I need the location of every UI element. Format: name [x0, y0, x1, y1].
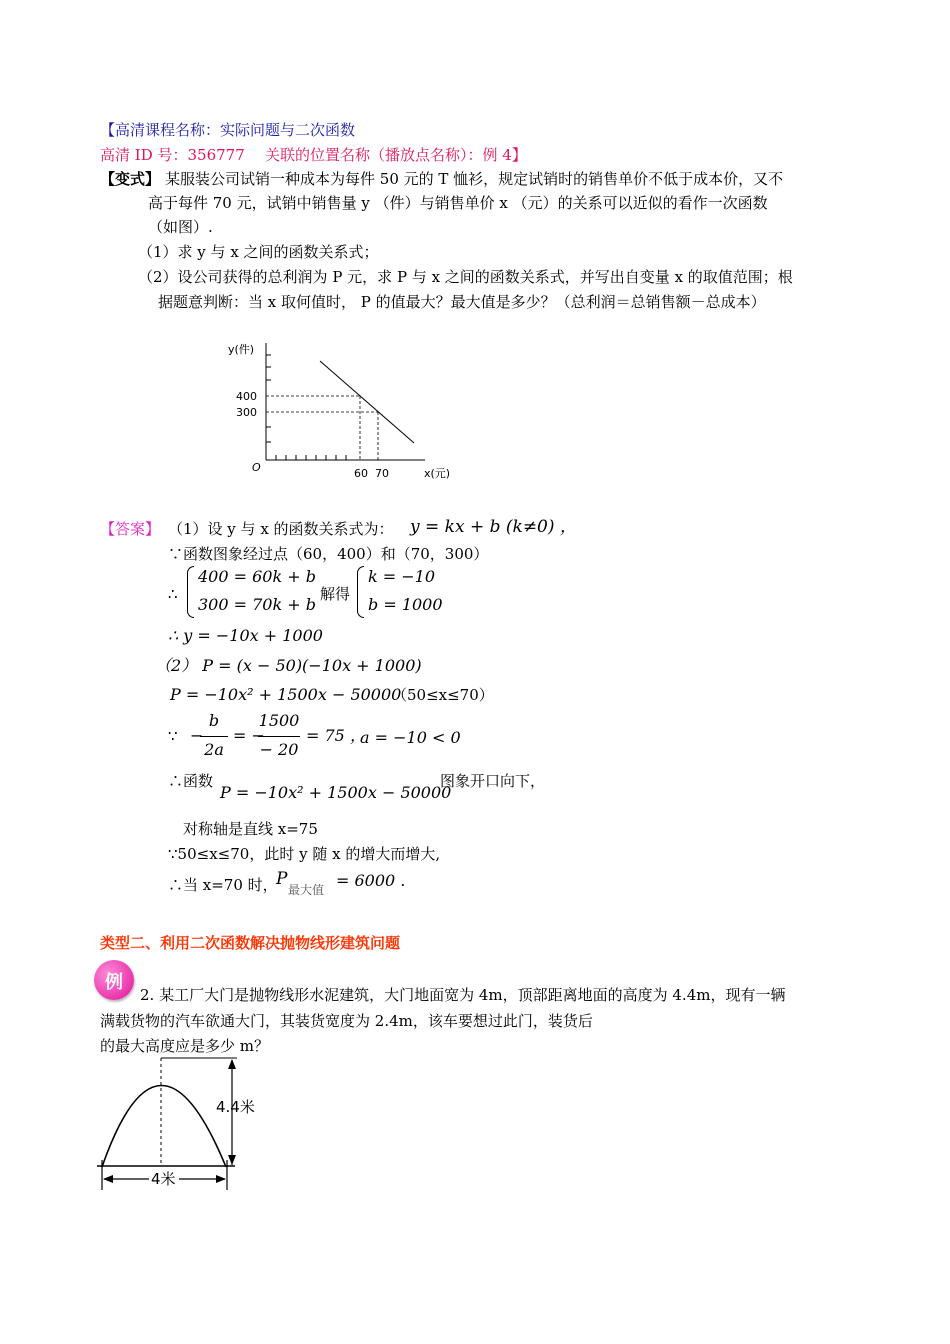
equals-minus: = −: [233, 726, 265, 745]
answer-tag: 【答案】: [100, 520, 161, 538]
series-line: [320, 361, 414, 443]
width-arrow-right: [216, 1175, 226, 1183]
problem-line-1: 2. 某工厂大门是抛物线形水泥建筑，大门地面宽为 4m，顶部距离地面的高度为 4.4m，现有一辆: [140, 986, 786, 1004]
fraction-2-denominator: − 20: [259, 740, 299, 759]
linear-form: y = kx + b (k≠0) ，: [410, 517, 577, 537]
variant-line-1: 某服装公司试销一种成本为每件 50 元的 T 恤衫，规定试销时的销售单价不低于成本价，又不: [165, 170, 784, 188]
fraction-2-bar: [258, 736, 300, 737]
position-name: 关联的位置名称（播放点名称）：例 4】: [265, 146, 527, 164]
answer-line-8-suffix: 图象开口向下，: [440, 772, 546, 790]
x-axis-label: x(元): [424, 467, 451, 480]
profit-product: （2） P = (x − 50)(−10x + 1000): [155, 656, 422, 675]
answer-line-11-prefix: ∴当 x=70 时，: [168, 876, 278, 894]
width-arrow-left: [103, 1175, 113, 1183]
width-label: 4米: [151, 1170, 176, 1188]
answer-line-2: ∵函数图象经过点（60，400）和（70，300）: [168, 545, 489, 563]
system-2-eq-b: b = 1000: [368, 595, 443, 614]
origin-label: O: [252, 461, 261, 474]
because-sign-1: ∵: [168, 727, 178, 745]
height-arrow-bottom: [228, 1155, 236, 1165]
problem-line-3: 的最大高度应是多少 m？: [100, 1037, 269, 1055]
system-brace-1: [187, 566, 194, 618]
a-value: a = −10 < 0: [360, 728, 461, 747]
therefore-sign-1: ∴: [168, 585, 178, 603]
course-id: 高清 ID 号：356777: [100, 146, 245, 164]
symmetry-axis: 对称轴是直线 x=75: [183, 820, 318, 838]
monotonic-note: ∵50≤x≤70，此时 y 随 x 的增大而增大,: [168, 845, 441, 863]
linear-result: ∴ y = −10x + 1000: [168, 626, 323, 645]
y-tick-label: 300: [236, 406, 257, 419]
max-value: = 6000 .: [336, 871, 406, 890]
axis-value: = 75 ，: [306, 726, 366, 745]
problem-line-2: 满载货物的汽车欲通大门，其装货宽度为 2.4m，该车要想过此门，装货后: [100, 1012, 593, 1030]
system-2-eq-a: k = −10: [368, 567, 436, 586]
profit-expanded: P = −10x² + 1500x − 50000: [170, 685, 402, 704]
example-badge: [94, 960, 134, 1000]
sales-line-chart: [220, 335, 460, 485]
height-label: 4.4米: [216, 1098, 255, 1116]
system-brace-2: [357, 566, 364, 618]
variant-line-2: 高于每件 70 元，试销中销售量 y （件）与销售单价 x （元）的关系可以近似的看作一次函数: [148, 194, 768, 212]
course-title: 【高清课程名称：实际问题与二次函数: [100, 121, 356, 139]
max-subscript: 最大值: [288, 883, 325, 897]
question-2b: 据题意判断：当 x 取何值时， P 的值最大？最大值是多少？（总利润＝总销售额－总成本）: [158, 293, 766, 311]
fraction-1-numerator: b: [208, 711, 220, 730]
profit-function: P = −10x² + 1500x − 50000: [220, 783, 452, 802]
y-axis-label: y(件): [228, 343, 255, 356]
answer-line-1: （1）设 y 与 x 的函数关系式为：: [168, 520, 394, 538]
parabola-gate-diagram: [95, 1050, 265, 1195]
parabola-arc: [102, 1086, 226, 1168]
variant-line-3: （如图）.: [148, 218, 213, 236]
question-2a: （2）设公司获得的总利润为 P 元，求 P 与 x 之间的函数关系式，并写出自变量 x 的取值范围；根: [138, 268, 793, 286]
variant-tag: 【变式】: [100, 170, 161, 188]
example-badge-text: 例: [105, 972, 123, 993]
answer-line-8-prefix: ∴函数: [168, 772, 214, 790]
question-1: （1）求 y 与 x 之间的函数关系式；: [138, 243, 379, 261]
profit-domain: （50≤x≤70）: [392, 686, 494, 704]
fraction-2-numerator: 1500: [258, 711, 300, 730]
system-1-eq-b: 300 = 70k + b: [198, 595, 316, 614]
minus-sign-1: −: [190, 726, 204, 745]
fraction-1-bar: [200, 736, 228, 737]
system-1-eq-a: 400 = 60k + b: [198, 567, 316, 586]
y-tick-label: 400: [236, 390, 257, 403]
x-tick-label: 60: [354, 467, 368, 480]
x-tick-label: 70: [375, 467, 389, 480]
section-heading: 类型二、利用二次函数解决抛物线形建筑问题: [100, 934, 401, 952]
fraction-1-denominator: 2a: [204, 740, 224, 759]
height-arrow-top: [228, 1059, 236, 1069]
max-p: P: [276, 869, 288, 889]
solve-word: 解得: [320, 585, 351, 603]
